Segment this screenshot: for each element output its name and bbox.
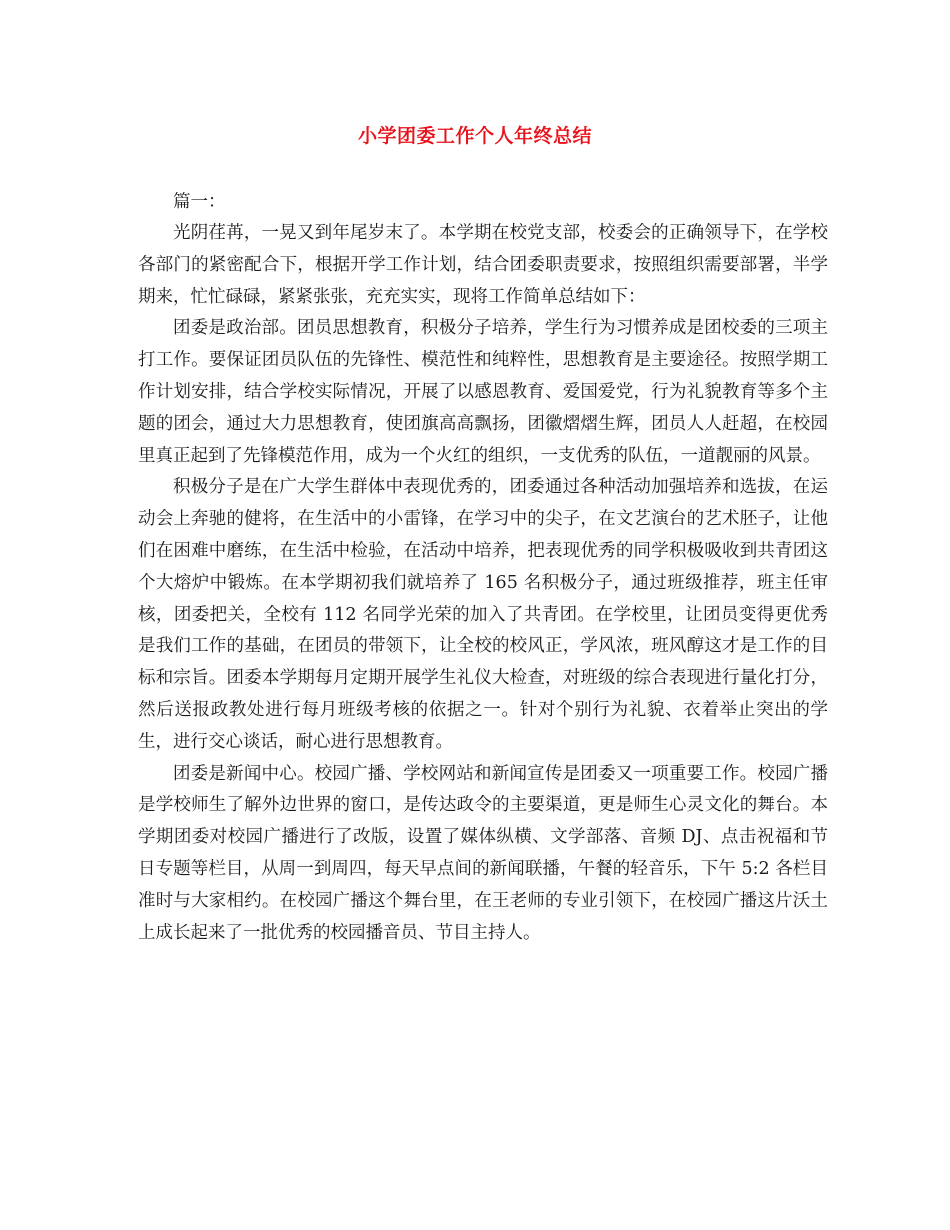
- paragraph-political: 团委是政治部。团员思想教育，积极分子培养，学生行为习惯养成是团校委的三项主打工作。要保证团员队伍的先锋性、模范性和纯粹性，思想教育是主要途径。按照学期工作计划安排，结合学校实际情况，开展了以感恩教育、爱国爱党，行为礼貌教育等多个主题的团会，通过大力思想教育，使团旗高高飘扬，团徽熠熠生辉，团员人人赶超，在校园里真正起到了先锋模范作用，成为一个火红的组织，一支优秀的队伍，一道靓丽的风景。: [138, 318, 828, 466]
- paragraph-activists: 积极分子是在广大学生群体中表现优秀的，团委通过各种活动加强培养和选拔，在运动会上奔驰的健将，在生活中的小雷锋，在学习中的尖子，在文艺演台的艺术胚子，让他们在困难中磨练，在生活中检验，在活动中培养，把表现优秀的同学积极吸收到共青团这个大熔炉中锻炼。在本学期初我们就培养了 165 名积极分子，通过班级推荐，班主任审核，团委把关，全校有 112 名同学光荣的加入了共青团。在学校里，让团员变得更优秀是我们工作的基础，在团员的带领下，让全校的校风正，学风浓，班风醇这才是工作的目标和宗旨。团委本学期每月定期开展学生礼仪大检查，对班级的综合表现进行量化打分，然后送报政教处进行每月班级考核的依据之一。针对个别行为礼貌、衣着举止突出的学生，进行交心谈话，耐心进行思想教育。: [138, 477, 828, 752]
- section-label: 篇一：: [173, 192, 226, 212]
- document-body: [138, 186, 828, 949]
- paragraph-news-center: 团委是新闻中心。校园广播、学校网站和新闻宣传是团委又一项重要工作。校园广播是学校师生了解外边世界的窗口，是传达政令的主要渠道，更是师生心灵文化的舞台。本学期团委对校园广播进行了改版，设置了媒体纵横、文学部落、音频 DJ、点击祝福和节日专题等栏目，从周一到周四，每天早点间的新闻联播，午餐的轻音乐，下午 5:2 各栏目准时与大家相约。在校园广播这个舞台里，在王老师的专业引领下，在校园广播这片沃土上成长起来了一批优秀的校园播音员、节目主持人。: [138, 763, 828, 943]
- paragraph-intro: 光阴荏苒，一晃又到年尾岁末了。本学期在校党支部，校委会的正确领导下，在学校各部门的紧密配合下，根据开学工作计划，结合团委职责要求，按照组织需要部署，半学期来，忙忙碌碌，紧紧张张，充充实实，现将工作简单总结如下：: [138, 223, 828, 307]
- document-title: 小学团委工作个人年终总结: [357, 125, 592, 147]
